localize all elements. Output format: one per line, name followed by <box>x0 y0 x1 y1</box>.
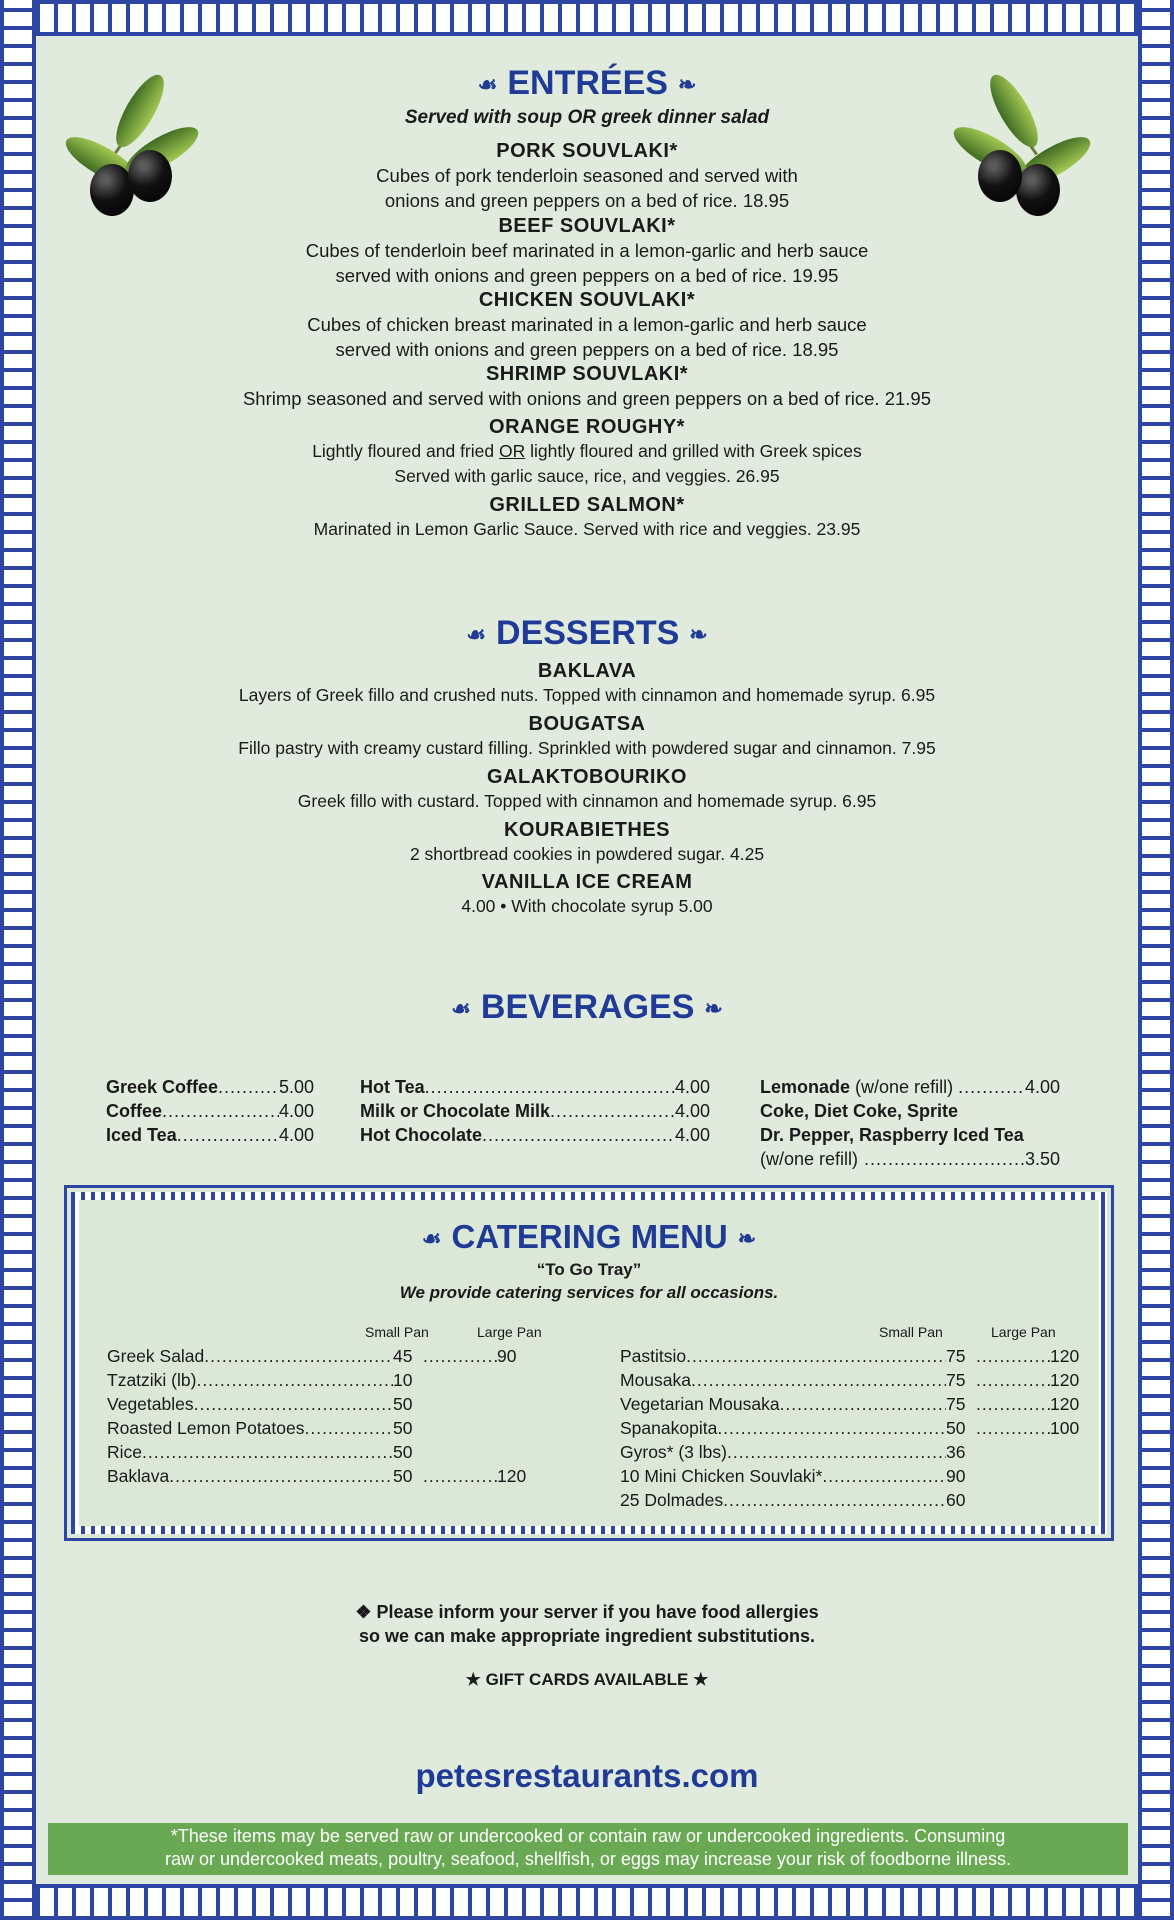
large-pan-price: 120 <box>1050 1370 1080 1390</box>
entrees-subtitle: Served with soup OR greek dinner salad <box>404 107 770 128</box>
beverage-name: Hot Tea <box>360 1077 425 1097</box>
large-pan-header: Large Pan <box>991 1324 1056 1340</box>
leader-dots <box>723 1488 946 1512</box>
beverage-name: Hot Chocolate <box>360 1125 483 1145</box>
item-name: BAKLAVA <box>537 660 637 682</box>
small-pan-price: 50 <box>393 1466 413 1486</box>
small-pan-price: 90 <box>946 1466 966 1486</box>
allergy-line: so we can make appropriate ingredient substitutions. <box>358 1626 816 1646</box>
greek-wave-ornament-icon: ☙ <box>466 622 487 648</box>
leader-dots <box>423 1344 497 1368</box>
beverage-name: Iced Tea <box>106 1125 177 1145</box>
catering-row <box>107 1392 527 1416</box>
catering-item-name: Tzatziki (lb) <box>107 1370 197 1390</box>
beverage-name: Milk or Chocolate Milk <box>360 1101 551 1121</box>
catering-box <box>64 1185 1114 1541</box>
item-name: GALAKTOBOURIKO <box>487 766 687 788</box>
large-pan-price: 120 <box>497 1466 527 1486</box>
description-part: Lightly floured and fried <box>312 441 499 461</box>
item-description: Layers of Greek fillo and crushed nuts. Topped with cinnamon and homemade syrup. 6.95 <box>238 685 936 705</box>
catering-row <box>107 1344 527 1368</box>
dessert-item <box>40 766 1134 814</box>
beverage-price: 4.00 <box>278 1125 314 1145</box>
beverage-row <box>760 1075 1060 1099</box>
item-description: 2 shortbread cookies in powdered sugar. 4.25 <box>409 844 765 864</box>
desserts-heading <box>0 614 1174 653</box>
beverage-name: Lemonade <box>760 1077 851 1097</box>
catering-row <box>620 1488 1080 1512</box>
beverage-price: 3.50 <box>1024 1149 1060 1169</box>
website-link[interactable]: petesrestaurants.com <box>415 1757 759 1794</box>
dessert-item <box>40 660 1134 708</box>
food-safety-disclaimer <box>48 1823 1128 1875</box>
leader-dots <box>864 1147 1025 1171</box>
leader-dots <box>218 1075 279 1099</box>
leader-dots <box>194 1392 393 1416</box>
item-description: Cubes of tenderloin beef marinated in a lemon-garlic and herb sauce <box>305 240 869 261</box>
item-name: ORANGE ROUGHY* <box>489 416 685 438</box>
item-description: Cubes of pork tenderloin seasoned and served with <box>376 165 798 186</box>
item-name: BOUGATSA <box>528 713 646 735</box>
catering-row <box>107 1416 527 1440</box>
small-pan-price: 75 <box>946 1394 966 1414</box>
gift-cards-notice: ★ GIFT CARDS AVAILABLE ★ <box>465 1670 709 1689</box>
item-name: PORK SOUVLAKI* <box>496 140 678 162</box>
beverages-column-3 <box>760 1075 1060 1171</box>
small-pan-price: 45 <box>393 1346 413 1366</box>
entree-item <box>40 140 1134 213</box>
catering-item-name: Spanakopita <box>620 1418 718 1438</box>
leader-dots <box>976 1344 1050 1368</box>
beverage-price: 4.00 <box>674 1125 710 1145</box>
disclaimer-line: raw or undercooked meats, poultry, seafood, shellfish, or eggs may increase your risk of foodborne illness. <box>164 1849 1012 1869</box>
entree-item <box>40 289 1134 362</box>
beverages-column-2 <box>360 1075 710 1147</box>
beverage-row <box>760 1099 1060 1123</box>
desserts-title: DESSERTS <box>496 614 680 652</box>
catering-row <box>620 1392 1080 1416</box>
description-or: OR <box>498 441 526 461</box>
greek-wave-ornament-icon: ☙ <box>451 996 471 1022</box>
item-description: 4.00 • With chocolate syrup 5.00 <box>461 896 713 916</box>
leader-dots <box>976 1416 1050 1440</box>
catering-item-name: Mousaka <box>620 1370 692 1390</box>
catering-item-name: 25 Dolmades <box>620 1490 724 1510</box>
catering-row <box>620 1368 1080 1392</box>
item-description: Marinated in Lemon Garlic Sauce. Served with rice and veggies. 23.95 <box>313 519 861 539</box>
leader-dots <box>177 1123 279 1147</box>
catering-row <box>620 1440 1080 1464</box>
catering-item-name: Pastitsio <box>620 1346 687 1366</box>
allergy-line: ❖ Please inform your server if you have food allergies <box>355 1602 819 1622</box>
entree-item <box>40 363 1134 411</box>
beverage-price: 4.00 <box>674 1101 710 1121</box>
greek-wave-ornament-icon: ❧ <box>689 622 708 648</box>
beverage-row <box>360 1123 710 1147</box>
beverage-row <box>106 1099 314 1123</box>
catering-row <box>620 1344 1080 1368</box>
small-pan-price: 75 <box>946 1370 966 1390</box>
small-pan-price: 75 <box>946 1346 966 1366</box>
large-pan-price: 90 <box>497 1346 517 1366</box>
description-part: lightly floured and grilled with Greek spices <box>525 441 862 461</box>
beverage-price: 5.00 <box>278 1077 314 1097</box>
beverages-heading <box>0 988 1174 1027</box>
beverage-name: Coke, Diet Coke, Sprite <box>760 1101 959 1121</box>
catering-item-name: Vegetarian Mousaka <box>620 1394 780 1414</box>
entree-item <box>40 215 1134 288</box>
catering-row <box>107 1440 527 1464</box>
leader-dots <box>305 1416 394 1440</box>
beverage-note: (w/one refill) <box>760 1149 859 1169</box>
catering-list-left <box>107 1344 527 1488</box>
item-description: onions and green peppers on a bed of rice. 18.95 <box>384 190 790 211</box>
leader-dots <box>482 1123 675 1147</box>
small-pan-header: Small Pan <box>365 1324 429 1340</box>
catering-title: CATERING MENU <box>451 1218 728 1255</box>
leader-dots <box>169 1464 393 1488</box>
beverage-name: Dr. Pepper, Raspberry Iced Tea <box>760 1125 1024 1145</box>
leader-dots <box>717 1416 946 1440</box>
catering-list-right <box>620 1344 1080 1512</box>
beverage-row <box>360 1099 710 1123</box>
item-description: Served with garlic sauce, rice, and veggies. 26.95 <box>394 466 780 486</box>
catering-item-name: Vegetables <box>107 1394 194 1414</box>
entree-item <box>40 494 1134 542</box>
catering-item-name: Roasted Lemon Potatoes <box>107 1418 305 1438</box>
item-description: Greek fillo with custard. Topped with cinnamon and homemade syrup. 6.95 <box>297 791 877 811</box>
catering-row <box>107 1368 527 1392</box>
greek-key-border-bottom <box>0 1884 1174 1920</box>
catering-heading <box>67 1218 1111 1256</box>
leader-dots <box>162 1099 279 1123</box>
allergy-notice <box>0 1600 1174 1648</box>
item-name: BEEF SOUVLAKI* <box>498 215 676 237</box>
item-description <box>40 439 1134 464</box>
large-pan-price: 120 <box>1050 1346 1080 1366</box>
catering-subtitle: “To Go Tray” <box>536 1260 642 1279</box>
item-description: served with onions and green peppers on a bed of rice. 19.95 <box>335 265 839 286</box>
greek-wave-ornament-icon: ❧ <box>677 72 697 98</box>
catering-item-name: Rice <box>107 1442 143 1462</box>
greek-wave-ornament-icon: ☙ <box>421 1226 442 1252</box>
beverage-note: (w/one refill) <box>850 1077 959 1097</box>
leader-dots <box>423 1464 497 1488</box>
beverage-row <box>360 1075 710 1099</box>
leader-dots <box>425 1075 675 1099</box>
item-name: VANILLA ICE CREAM <box>481 871 693 893</box>
beverage-price: 4.00 <box>674 1077 710 1097</box>
catering-item-name: Baklava <box>107 1466 170 1486</box>
catering-tagline: We provide catering services for all occasions. <box>399 1283 779 1302</box>
beverage-price: 4.00 <box>1024 1077 1060 1097</box>
leader-dots <box>142 1440 393 1464</box>
large-pan-price: 100 <box>1050 1418 1080 1438</box>
item-description: served with onions and green peppers on a bed of rice. 18.95 <box>335 339 839 360</box>
leader-dots <box>727 1440 946 1464</box>
item-name: GRILLED SALMON* <box>489 494 685 516</box>
beverage-name: Coffee <box>106 1101 163 1121</box>
disclaimer-line: *These items may be served raw or undercooked or contain raw or undercooked ingredients. Consuming <box>170 1826 1006 1846</box>
beverage-name: Greek Coffee <box>106 1077 219 1097</box>
small-pan-price: 50 <box>393 1418 413 1438</box>
entrees-title: ENTRÉES <box>507 64 668 102</box>
small-pan-price: 50 <box>393 1394 413 1414</box>
small-pan-price: 36 <box>946 1442 966 1462</box>
leader-dots <box>822 1464 946 1488</box>
beverage-row <box>760 1147 1060 1171</box>
greek-wave-ornament-icon: ❧ <box>737 1226 757 1252</box>
catering-row <box>107 1464 527 1488</box>
beverage-row <box>106 1123 314 1147</box>
beverages-title: BEVERAGES <box>480 988 695 1026</box>
catering-row <box>620 1464 1080 1488</box>
catering-item-name: Greek Salad <box>107 1346 205 1366</box>
leader-dots <box>780 1392 946 1416</box>
beverage-row <box>760 1123 1060 1147</box>
leader-dots <box>691 1368 946 1392</box>
greek-wave-ornament-icon: ☙ <box>477 72 498 98</box>
small-pan-price: 60 <box>946 1490 966 1510</box>
dessert-item <box>40 819 1134 867</box>
item-description: Shrimp seasoned and served with onions and green peppers on a bed of rice. 21.95 <box>242 388 932 409</box>
catering-row <box>620 1416 1080 1440</box>
entree-item <box>40 416 1134 489</box>
beverage-row <box>106 1075 314 1099</box>
item-name: SHRIMP SOUVLAKI* <box>485 363 689 385</box>
catering-item-name: 10 Mini Chicken Souvlaki* <box>620 1466 823 1486</box>
small-pan-price: 10 <box>393 1370 413 1390</box>
item-name: CHICKEN SOUVLAKI* <box>478 289 696 311</box>
large-pan-price: 120 <box>1050 1394 1080 1414</box>
item-description: Fillo pastry with creamy custard filling. Sprinkled with powdered sugar and cinnamon. 7.95 <box>238 738 936 758</box>
small-pan-price: 50 <box>946 1418 966 1438</box>
greek-wave-ornament-icon: ❧ <box>704 996 723 1022</box>
catering-item-name: Gyros* (3 lbs) <box>620 1442 727 1462</box>
dessert-item <box>40 871 1134 919</box>
item-description: Cubes of chicken breast marinated in a lemon-garlic and herb sauce <box>307 314 867 335</box>
leader-dots <box>976 1368 1050 1392</box>
beverage-price: 4.00 <box>278 1101 314 1121</box>
leader-dots <box>958 1075 1025 1099</box>
leader-dots <box>204 1344 393 1368</box>
large-pan-header: Large Pan <box>477 1324 542 1340</box>
small-pan-price: 50 <box>393 1442 413 1462</box>
leader-dots <box>976 1392 1050 1416</box>
item-name: KOURABIETHES <box>503 819 670 841</box>
leader-dots <box>550 1099 675 1123</box>
entrees-heading <box>0 64 1174 103</box>
greek-key-border-top <box>0 0 1174 36</box>
dessert-item <box>40 713 1134 761</box>
small-pan-header: Small Pan <box>879 1324 943 1340</box>
beverages-column-1 <box>106 1075 314 1147</box>
leader-dots <box>196 1368 393 1392</box>
leader-dots <box>686 1344 946 1368</box>
